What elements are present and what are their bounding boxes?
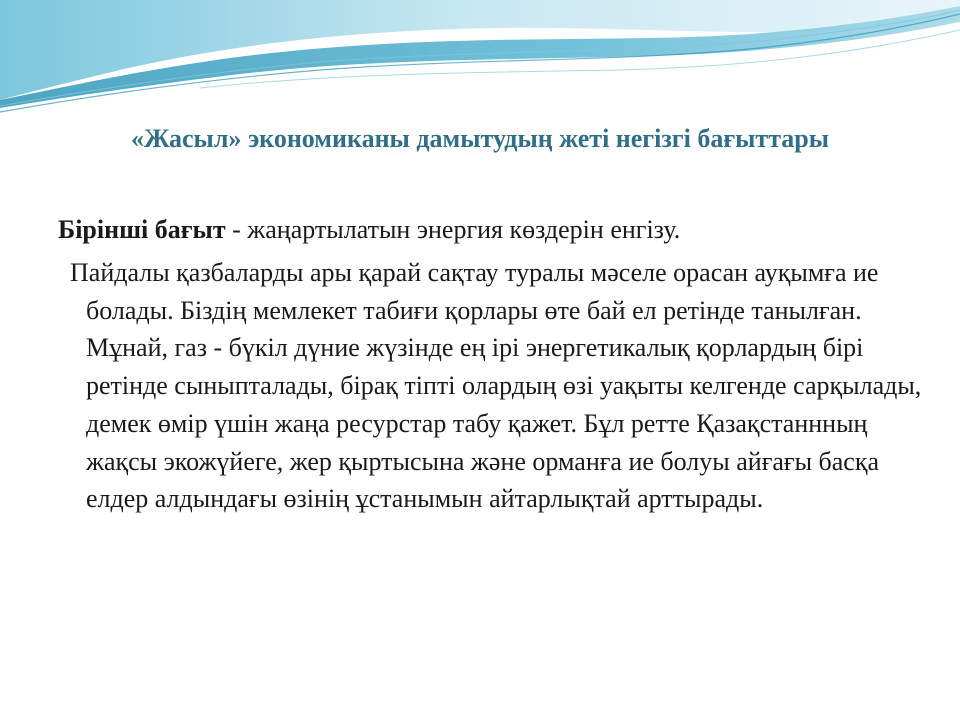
body-text [58, 210, 922, 518]
intro-rest: - жаңартылатын энергия көздерін енгізу. [225, 215, 681, 244]
intro-bold: Бірінші бағыт [58, 215, 226, 244]
wave-header-decoration [0, 0, 960, 120]
intro-line [58, 210, 918, 250]
body-paragraph: Пайдалы қазбаларды ары қарай сақтау туралы мәселе орасан ауқымға ие болады. Біздің мемлекет табиғи қорлары өте бай ел ретінде танылған. Мұнай, газ - бүкіл дүние жүзінде ең ірі энергетикалық қорлардың бірі ретінде сыныпталады, бірақ тіпті олардың өзі уақыты келгенде сарқылады, демек өмір үшін жаңа ресурстар табу қажет. Бұл ретте Қазақстаннның жақсы экожүйеге, жер қыртысына және орманға ие болуы айғағы басқа елдер алдындағы өзінің ұстанымын айтарлықтай арттырады. [70, 258, 922, 514]
slide-title: «Жасыл» экономиканы дамытудың жеті негізгі бағыттары [130, 124, 830, 153]
